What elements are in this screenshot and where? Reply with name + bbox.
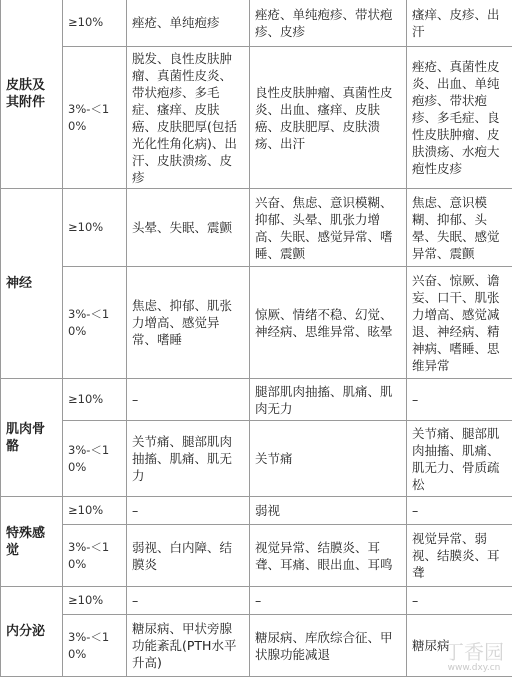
table-cell: – xyxy=(407,587,512,615)
table-cell: 糖尿病、库欣综合征、甲状腺功能减退 xyxy=(250,615,407,677)
incidence-cell: 3%-＜10% xyxy=(63,525,127,587)
table-cell: 兴奋、惊厥、谵妄、口干、肌张力增高、感觉减退、神经病、精神病、嗜睡、思维异常 xyxy=(407,267,512,379)
category-label: 特殊感觉 xyxy=(1,497,63,587)
category-label: 神经 xyxy=(1,189,63,379)
incidence-cell: ≥10% xyxy=(63,379,127,421)
table-cell: 头晕、失眠、震颤 xyxy=(127,189,250,267)
table-cell: 关节痛、腿部肌肉抽搐、肌痛、肌无力、骨质疏松 xyxy=(407,421,512,497)
table-cell: 弱视 xyxy=(250,497,407,525)
table-row xyxy=(1,497,512,525)
table-cell: 兴奋、焦虑、意识模糊、抑郁、头晕、肌张力增高、失眠、感觉异常、嗜睡、震颤 xyxy=(250,189,407,267)
category-label: 内分泌 xyxy=(1,587,63,677)
table-cell: – xyxy=(127,379,250,421)
watermark-logo: 丁香园 xyxy=(444,640,504,664)
table-row xyxy=(1,525,512,587)
table-cell: 腿部肌肉抽搐、肌痛、肌肉无力 xyxy=(250,379,407,421)
table-cell: – xyxy=(407,497,512,525)
table-cell: 糖尿病 xyxy=(407,615,512,677)
table-cell: 良性皮肤肿瘤、真菌性皮炎、出血、瘙痒、皮肤癌、皮肤肥厚、皮肤溃疡、出汗 xyxy=(250,47,407,189)
table-row xyxy=(1,47,512,189)
table-row xyxy=(1,379,512,421)
table-cell: – xyxy=(127,497,250,525)
table-row xyxy=(1,587,512,615)
incidence-cell: ≥10% xyxy=(63,587,127,615)
watermark xyxy=(444,641,504,674)
incidence-cell: 3%-＜10% xyxy=(63,615,127,677)
table-cell: 痤疮、单纯疱疹、带状疱疹、皮疹 xyxy=(250,0,407,47)
incidence-cell: 3%-＜10% xyxy=(63,267,127,379)
table-cell: 脱发、良性皮肤肿瘤、真菌性皮炎、带状疱疹、多毛症、瘙痒、皮肤癌、皮肤肥厚(包括光化性角化病)、出汗、皮肤溃疡、皮疹 xyxy=(127,47,250,189)
table-cell: 关节痛、腿部肌肉抽搐、肌痛、肌无力 xyxy=(127,421,250,497)
table-row xyxy=(1,0,512,47)
table-row xyxy=(1,421,512,497)
table-cell: 痤疮、真菌性皮炎、出血、单纯疱疹、带状疱疹、多毛症、良性皮肤肿瘤、皮肤溃疡、水疱大疱性皮疹 xyxy=(407,47,512,189)
watermark-url: www.dxy.cn xyxy=(447,663,501,673)
table-cell: 视觉异常、弱视、结膜炎、耳聋 xyxy=(407,525,512,587)
table-cell: 关节痛 xyxy=(250,421,407,497)
incidence-cell: ≥10% xyxy=(63,189,127,267)
table-cell: – xyxy=(127,587,250,615)
category-label: 皮肤及其附件 xyxy=(1,0,63,189)
table-cell: 瘙痒、皮疹、出汗 xyxy=(407,0,512,47)
table-cell: 视觉异常、结膜炎、耳聋、耳痛、眼出血、耳鸣 xyxy=(250,525,407,587)
category-label: 肌肉骨骼 xyxy=(1,379,63,497)
incidence-cell: 3%-＜10% xyxy=(63,47,127,189)
table-cell: 弱视、白内障、结膜炎 xyxy=(127,525,250,587)
table-cell: 痤疮、单纯疱疹 xyxy=(127,0,250,47)
table-cell: 惊厥、情绪不稳、幻觉、神经病、思维异常、眩晕 xyxy=(250,267,407,379)
incidence-cell: ≥10% xyxy=(63,0,127,47)
table-cell: – xyxy=(407,379,512,421)
table-cell: – xyxy=(250,587,407,615)
incidence-cell: ≥10% xyxy=(63,497,127,525)
table-row xyxy=(1,189,512,267)
table-cell: 糖尿病、甲状旁腺功能紊乱(PTH水平升高) xyxy=(127,615,250,677)
table-row xyxy=(1,615,512,677)
table-cell: 焦虑、意识模糊、抑郁、头晕、失眠、感觉异常、震颤 xyxy=(407,189,512,267)
table-row xyxy=(1,267,512,379)
incidence-cell: 3%-＜10% xyxy=(63,421,127,497)
table-cell: 焦虑、抑郁、肌张力增高、感觉异常、嗜睡 xyxy=(127,267,250,379)
